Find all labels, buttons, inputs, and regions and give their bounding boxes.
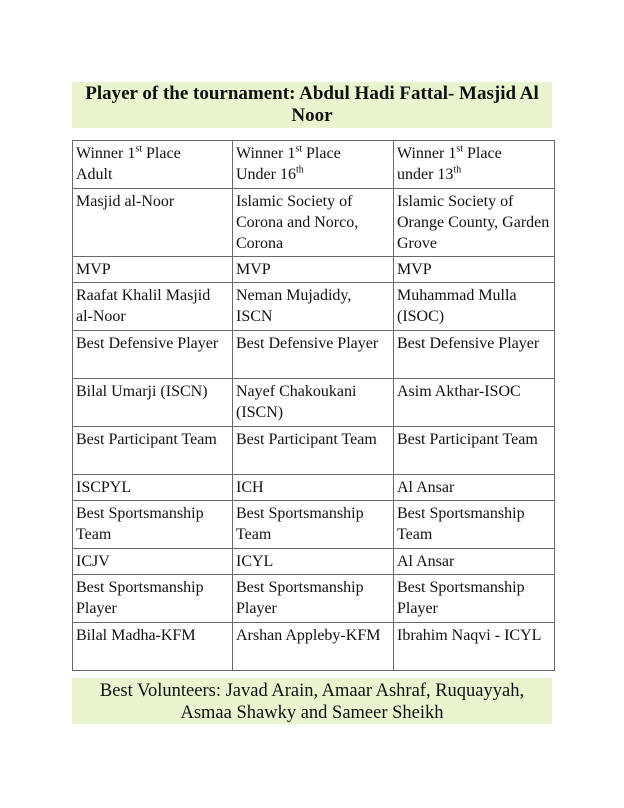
table-cell: Ibrahim Naqvi - ICYL xyxy=(394,623,555,671)
table-cell: MVP xyxy=(73,257,233,283)
table-cell: Arshan Appleby-KFM xyxy=(233,623,394,671)
table-cell: Best Sportsmanship Player xyxy=(233,575,394,623)
header-cell-adult: Winner 1st Place Adult xyxy=(73,141,233,189)
header-cell-under-16: Winner 1st Place Under 16th xyxy=(233,141,394,189)
best-volunteers-banner: Best Volunteers: Javad Arain, Amaar Ashraf, Ruquayyah, Asmaa Shawky and Sameer Sheikh xyxy=(72,678,552,724)
table-row xyxy=(73,549,555,575)
table-cell: ICH xyxy=(233,475,394,501)
table-cell: Best Sportsmanship Team xyxy=(73,501,233,549)
table-cell: MVP xyxy=(233,257,394,283)
table-row xyxy=(73,379,555,427)
table-cell: Al Ansar xyxy=(394,549,555,575)
table-cell: Best Sportsmanship Player xyxy=(394,575,555,623)
table-cell: Best Defensive Player xyxy=(233,331,394,379)
table-cell: Asim Akthar-ISOC xyxy=(394,379,555,427)
table-cell: Islamic Society of Corona and Norco, Corona xyxy=(233,189,394,257)
table-cell: Best Participant Team xyxy=(233,427,394,475)
table-cell: Masjid al-Noor xyxy=(73,189,233,257)
table-row xyxy=(73,257,555,283)
table-cell: Raafat Khalil Masjid al-Noor xyxy=(73,283,233,331)
table-row xyxy=(73,475,555,501)
table-cell: ICJV xyxy=(73,549,233,575)
table-cell: Best Defensive Player xyxy=(394,331,555,379)
table-cell: Best Participant Team xyxy=(73,427,233,475)
table-cell: MVP xyxy=(394,257,555,283)
table-row xyxy=(73,501,555,549)
table-cell: Bilal Umarji (ISCN) xyxy=(73,379,233,427)
table-row xyxy=(73,331,555,379)
table-cell: Neman Mujadidy, ISCN xyxy=(233,283,394,331)
table-row xyxy=(73,575,555,623)
table-cell: Muhammad Mulla (ISOC) xyxy=(394,283,555,331)
player-of-tournament-banner: Player of the tournament: Abdul Hadi Fattal- Masjid Al Noor xyxy=(72,82,552,128)
table-cell: Islamic Society of Orange County, Garden Grove xyxy=(394,189,555,257)
table-cell: Best Defensive Player xyxy=(73,331,233,379)
header-cell-under-13: Winner 1st Place under 13th xyxy=(394,141,555,189)
awards-table xyxy=(72,140,555,671)
table-cell: ISCPYL xyxy=(73,475,233,501)
table-cell: ICYL xyxy=(233,549,394,575)
table-row xyxy=(73,283,555,331)
table-header-row xyxy=(73,141,555,189)
table-row xyxy=(73,623,555,671)
table-cell: Best Sportsmanship Team xyxy=(233,501,394,549)
table-cell: Best Participant Team xyxy=(394,427,555,475)
table-cell: Al Ansar xyxy=(394,475,555,501)
table-row xyxy=(73,427,555,475)
table-cell: Best Sportsmanship Team xyxy=(394,501,555,549)
table-cell: Nayef Chakoukani (ISCN) xyxy=(233,379,394,427)
table-cell: Bilal Madha-KFM xyxy=(73,623,233,671)
table-row xyxy=(73,189,555,257)
table-cell: Best Sportsmanship Player xyxy=(73,575,233,623)
